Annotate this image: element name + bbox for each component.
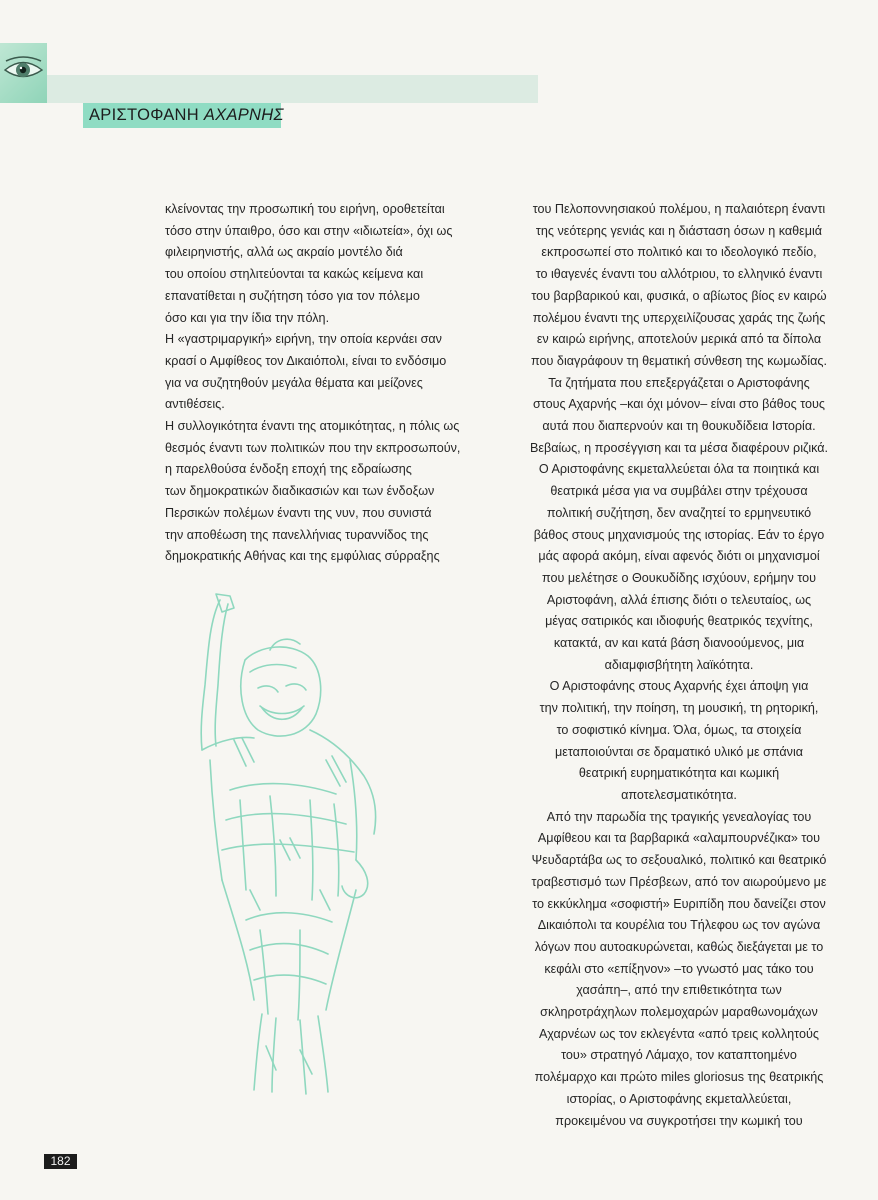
text-line: το εκκύκλημα «σοφιστή» Ευριπίδη που δανείζει στον [532, 896, 826, 911]
text-line: την πολιτική, την ποίηση, τη μουσική, τη ρητορική, [539, 701, 819, 716]
text-line: βάθος στους μηχανισμούς της ιστορίας. Εάν το έργο [533, 527, 825, 542]
text-line: πολέμαρχο και πρώτο miles gloriosus της θεατρικής [534, 1070, 824, 1085]
text-line: μέγας σατιρικός και ιδιοφυής θεατρικός τεχνίτης, [545, 614, 813, 629]
text-line: της νεότερης γενιάς και η διάσταση όσων η καθεμιά [535, 223, 823, 238]
text-line: δημοκρατικής Αθήνας και της εμφύλιας σύρραξης [165, 549, 440, 564]
text-line: πολιτική συζήτηση, δεν αναζητεί το ερμηνευτικό [546, 505, 812, 520]
text-line: μάς αφορά ακόμη, είναι αφενός διότι οι μηχανισμοί [538, 549, 820, 564]
text-line: λόγων που αυτοακυρώνεται, καθώς διεξάγεται με το [534, 939, 824, 954]
text-line: χασάπη–, από την επιθετικότητα των [576, 983, 782, 998]
title-plain: ΑΡΙΣΤΟΦΑΝΗ [89, 106, 204, 124]
text-line: μεταποιούνται σε δραματικό υλικό με σπάνια [554, 744, 804, 759]
text-line: αυτά που διαπερνούν και τη θουκυδίδεια Ιστορία. [542, 419, 816, 434]
text-line: θεατρικά μέσα για να συμβάλει στην τρέχουσα [550, 484, 808, 499]
text-line: αποτελεσματικότητα. [621, 787, 737, 802]
text-line: κατακτά, αν και κατά βάση διανοούμενος, μια [553, 636, 805, 651]
text-line: Αριστοφάνη, αλλά έπισης διότι ο τελευταίος, ως [546, 592, 812, 607]
text-line: Η «γαστριμαργική» ειρήνη, την οποία κερνάει σαν [165, 332, 442, 347]
text-line: τόσο στην ύπαιθρο, όσο και στην «ιδιωτεία», όχι ως [165, 223, 453, 238]
text-line: στους Αχαρνής –και όχι μόνον– είναι στο βάθος τους [533, 397, 825, 412]
text-line: των δημοκρατικών διαδικασιών και των ένδοξων [165, 484, 435, 499]
text-line: αντιθέσεις. [165, 397, 225, 412]
text-line: εν καιρώ ειρήνης, αποτελούν μερικά από τα δίπολα [536, 332, 822, 347]
title-italic: ΑΧΑΡΝΗΣ [203, 106, 284, 124]
text-line: κεφάλι στο «επίξηνον» –το γνωστό μας τάκο του [544, 961, 814, 976]
text-line: τραβεστισμό των Πρέσβεων, από τον αιωρούμενο με [531, 874, 827, 889]
text-line: Αμφίθεου και τα βαρβαρικά «αλαμπουρνέζικα» του [537, 831, 821, 846]
text-line: του» στρατηγό Λάμαχο, τον καταπτοημένο [561, 1048, 797, 1063]
text-line: του Πελοποννησιακού πολέμου, η παλαιότερη έναντι [532, 202, 826, 216]
header-band [47, 75, 538, 103]
text-line: για να συζητηθούν μεγάλα θέματα και μείζονες [165, 375, 423, 390]
text-line: Περσικών πολέμων έναντι της νυν, που συνιστά [165, 505, 432, 520]
text-line: που μελέτησε ο Θουκυδίδης ισχύουν, ερήμην του [541, 570, 817, 585]
text-line: αδιαμφισβήτητη λαϊκότητα. [604, 657, 754, 672]
text-line: κρασί ο Αμφίθεος τον Δικαιόπολι, είναι το ενδόσιμο [165, 353, 447, 368]
text-line: Τα ζητήματα που επεξεργάζεται ο Αριστοφάνης [548, 375, 810, 390]
text-line: του οποίου στηλιτεύονται τα κακώς κείμενα και [165, 267, 424, 282]
text-line: προκειμένου να συγκροτήσει την κωμική του [555, 1113, 803, 1128]
text-line: Βεβαίως, η προσέγγιση και τα μέσα διαφέρουν ριζικά. [529, 440, 829, 455]
eye-icon [0, 53, 47, 87]
text-line: Ψευδαρτάβα ως το σεξουαλικό, πολιτικό και θεατρικό [531, 853, 827, 868]
text-line: ιστορίας, ο Αριστοφάνης εκμεταλλεύεται, [566, 1091, 792, 1106]
text-line: Ο Αριστοφάνης εκμεταλλεύεται όλα τα ποιητικά και [538, 462, 820, 477]
text-line: όσο και για την ίδια την πόλη. [165, 310, 330, 325]
eye-icon-box [0, 43, 47, 103]
text-line: η παρελθούσα ένδοξη εποχή της εδραίωσης [165, 462, 412, 477]
text-line: την αποθέωση της πανελλήνιας τυραννίδος της [165, 527, 429, 542]
text-column-left [165, 199, 465, 568]
text-column-right [527, 199, 831, 1132]
text-line: επανατίθεται η συζήτηση τόσο για τον πόλεμο [165, 288, 420, 303]
running-title [83, 103, 284, 128]
text-line: το ιθαγενές έναντι του αλλότριου, το ελληνικό έναντι [535, 267, 823, 282]
text-line: σκληροτράχηλων πολεμοχαρών μαραθωνομάχων [540, 1005, 818, 1020]
text-line: εκπροσωπεί στο πολιτικό και το ιδεολογικό πεδίο, [541, 245, 817, 260]
text-line: που διαγράφουν τη θεματική σύνθεση της κωμωδίας. [531, 353, 827, 368]
text-line: θεσμός έναντι των πολιτικών που την εκπροσωπούν, [165, 440, 461, 455]
text-line: κλείνοντας την προσωπική του ειρήνη, οροθετείται [165, 202, 445, 216]
text-line: φιλειρηνιστής, αλλά ως ακραίο μοντέλο διά [165, 245, 403, 260]
text-line: Από την παρωδία της τραγικής γενεαλογίας του [546, 809, 812, 824]
text-line: θεατρική ευρηματικότητα και κωμική [578, 766, 780, 781]
text-line: πολέμου έναντι της υπερχειλίζουσας χαράς της ζωής [532, 310, 826, 325]
page-number: 182 [44, 1154, 77, 1169]
text-line: Η συλλογικότητα έναντι της ατομικότητας, η πόλις ως [165, 419, 460, 434]
text-line: το σοφιστικό κίνημα. Όλα, όμως, τα στοιχεία [556, 722, 802, 737]
figure-sketch [150, 590, 410, 1100]
text-line: Ο Αριστοφάνης στους Αχαρνής έχει άποψη για [549, 679, 809, 694]
text-line: Δικαιόπολι τα κουρέλια του Τήλεφου ως τον αγώνα [537, 918, 821, 933]
text-line: του βαρβαρικού και, φυσικά, ο αβίωτος βίος εν καιρώ [531, 288, 827, 303]
text-line: Αχαρνέων ως τον εκλεγέντα «από τρεις κολλητούς [539, 1026, 819, 1041]
